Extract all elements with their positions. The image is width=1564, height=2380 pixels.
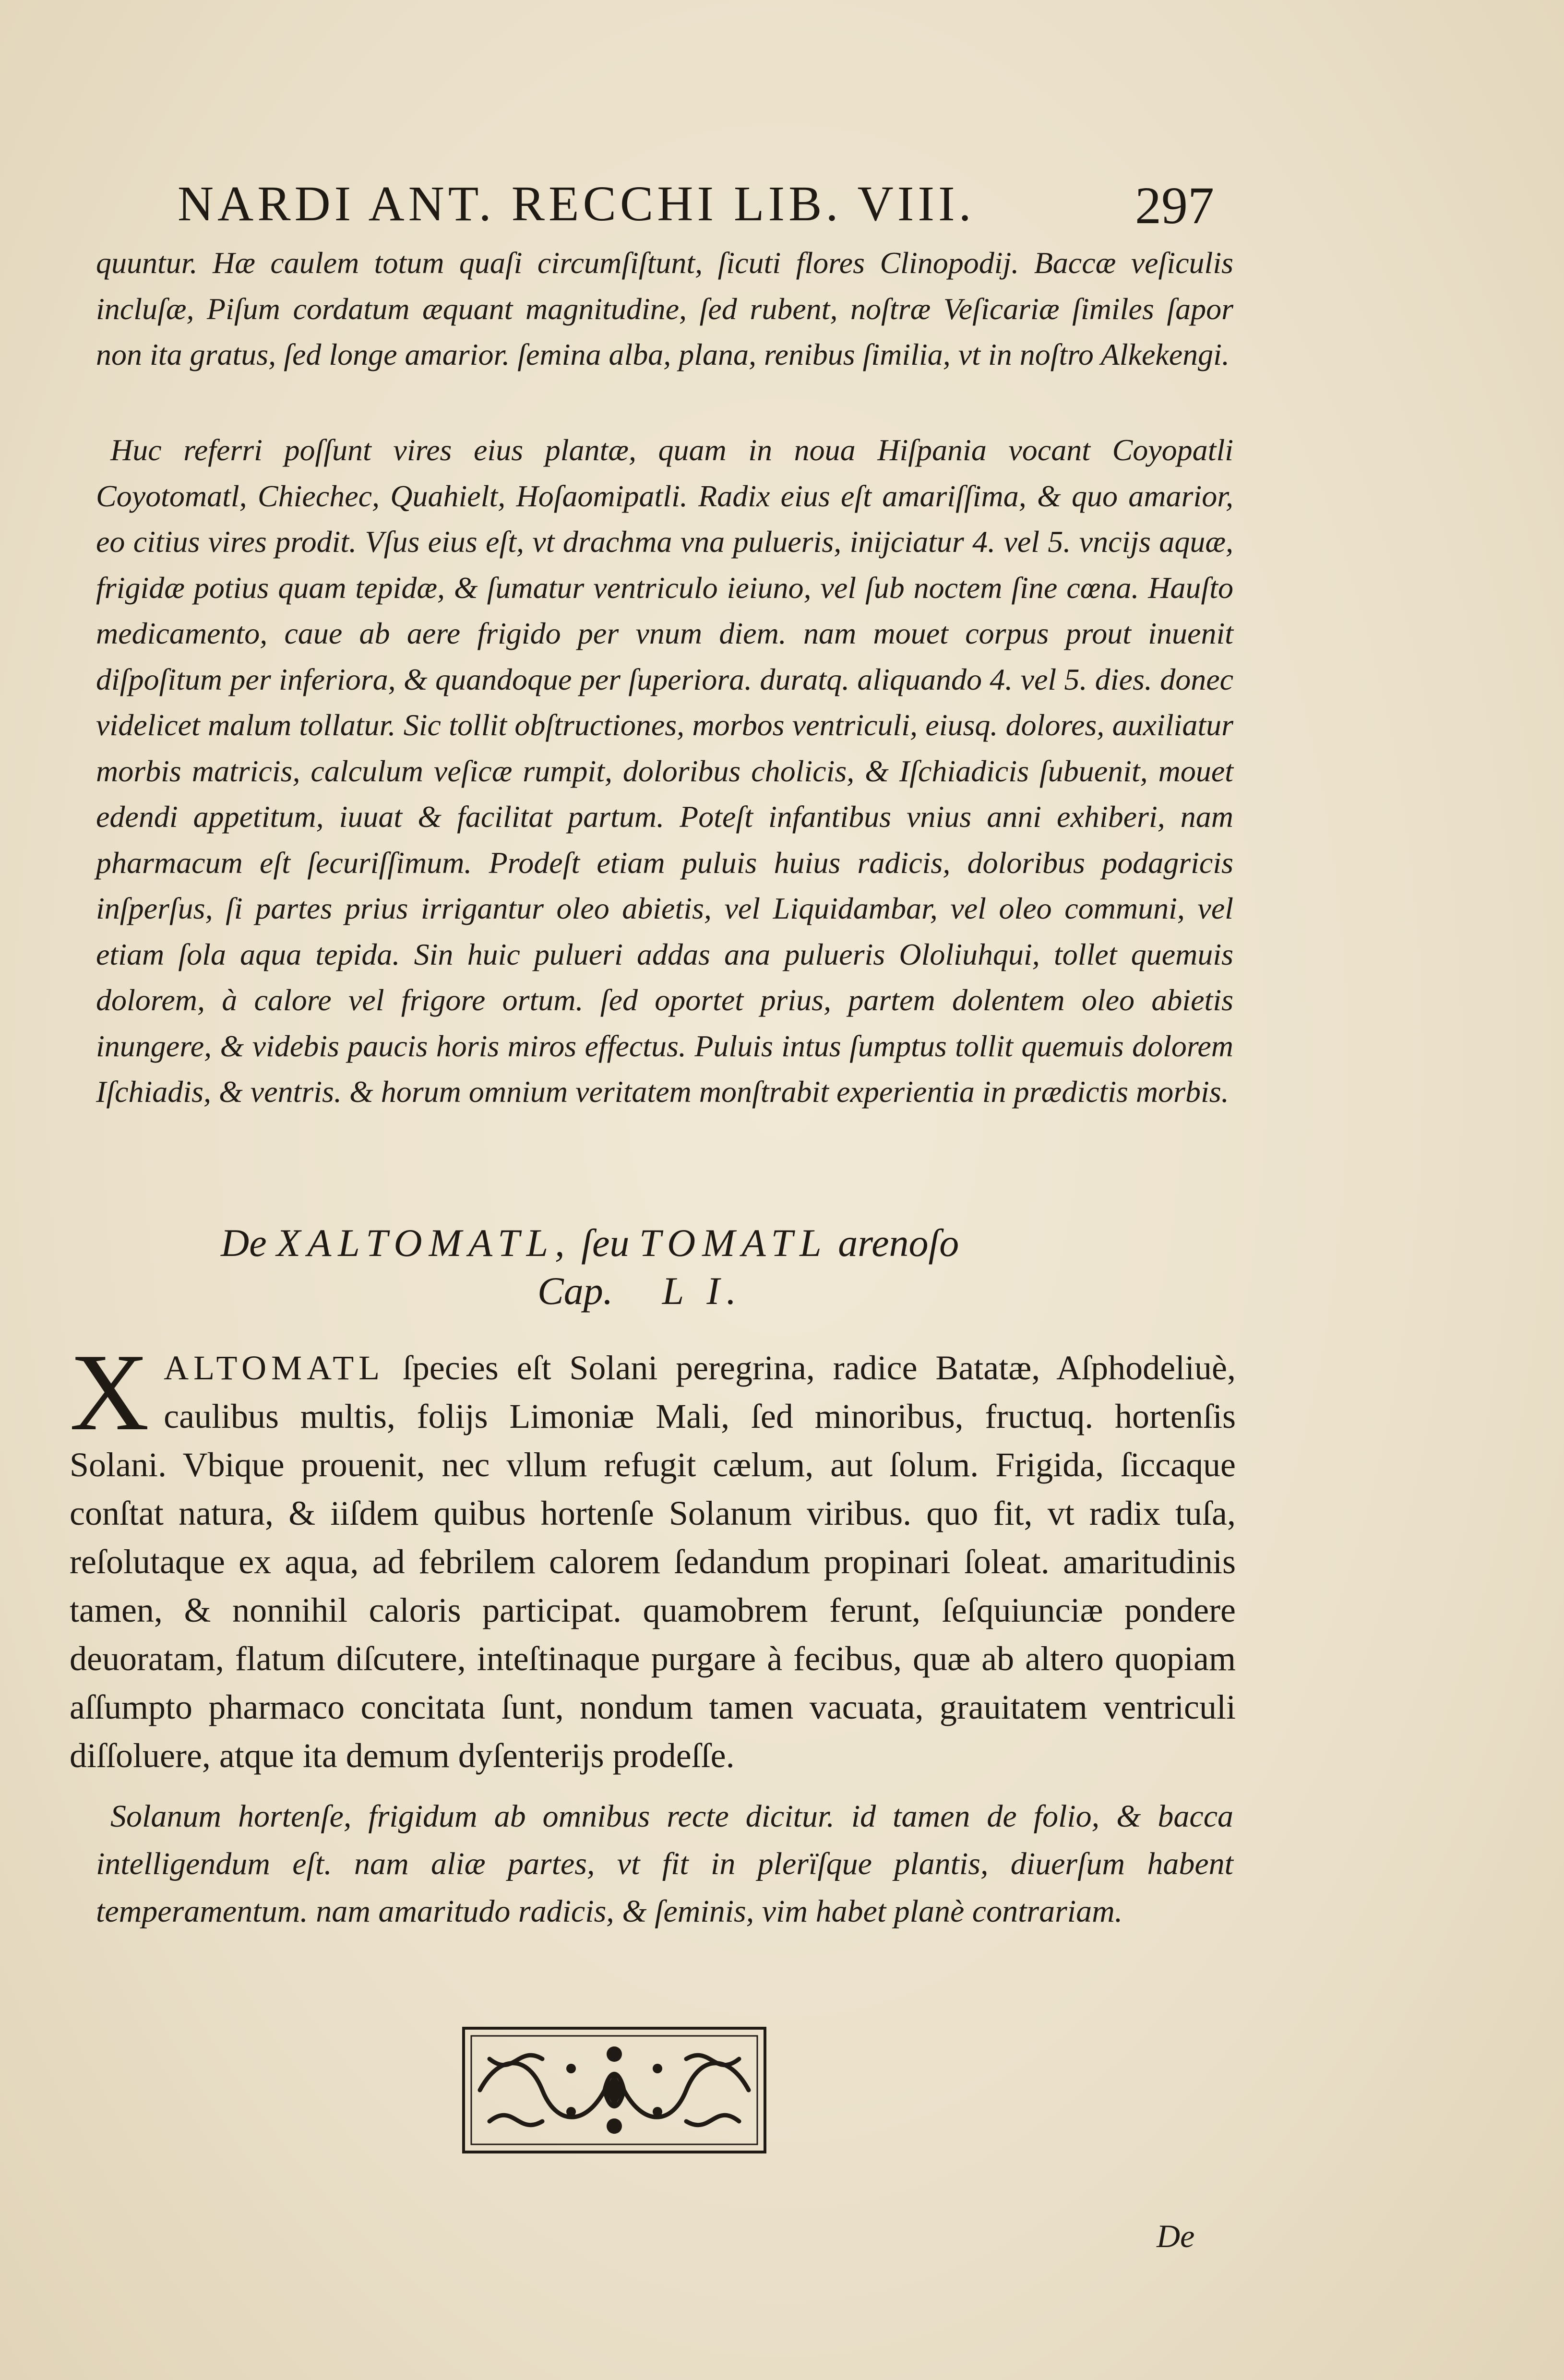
page-header	[178, 170, 1214, 242]
closing-text: Solanum hortenſe, frigidum ab omnibus recte dicitur. id tamen de folio, & bacca intelligendum eſt. nam aliæ partes, vt fit in plerïſque plantis, diuerſum habent temperamentum. nam amaritudo radicis, & ſeminis, vim habet planè contrariam.	[96, 1799, 1233, 1929]
chapter-title-name: XALTOMATL,	[276, 1221, 572, 1265]
page-number: 297	[1135, 176, 1214, 235]
chapter-cap-label: Cap.	[537, 1269, 613, 1313]
chapter-title-prefix: De	[221, 1221, 267, 1265]
drop-cap: X	[70, 1331, 150, 1453]
closing-paragraph	[96, 1793, 1233, 1935]
body-text: ſpecies eſt Solani peregrina, radice Batatæ, Aſphodeliuè, caulibus multis, folijs Limoniæ Mali, ſed minoribus, fructuq. hortenſis Solani. Vbique prouenit, nec vllum refugit cælum, aut ſolum. Frigida, ſiccaque conſtat natura, & iiſdem quibus hortenſe Solanum viribus. quo fit, vt radix tuſa, reſolutaque ex aqua, ad febrilem calorem ſedandum propinari ſoleat. amaritudinis tamen, & nonnihil caloris participat. quamobrem ferunt, ſeſquiunciæ pondere deuoratam, flatum diſcutere, inteſtinaque purgare à fecibus, quæ ab altero quopiam aſſumpto pharmaco concitata ſunt, nondum tamen vacuata, grauitatem ventriculi diſſoluere, atque ita demum dyſenterijs prodeſſe.	[70, 1349, 1236, 1775]
ornament-tailpiece-icon	[461, 2025, 768, 2155]
chapter-title-name2: TOMATL	[639, 1221, 828, 1265]
catchword: De	[1157, 2218, 1195, 2254]
lead-caps: ALTOMATL	[164, 1349, 385, 1387]
chapter-heading	[221, 1219, 1181, 1315]
chapter-title-mid: ſeu	[581, 1221, 630, 1265]
chapter-number-line	[537, 1267, 1181, 1315]
paragraph-continuation	[96, 240, 1233, 378]
running-head: NARDI ANT. RECCHI LIB. VIII.	[178, 176, 975, 231]
paragraph-text: Huc referri poſſunt vires eius plantæ, quam in noua Hiſpania vocant Coyopatli Coyotomatl, Chiechec, Quahielt, Hoſaomipatli. Radix eius eſt amariſſima, & quo amarior, eo citius vires prodit. Vſus eius eſt, vt drachma vna pulueris, inijciatur 4. vel 5. vncijs aquæ, frigidæ potius quam tepidæ, & ſumatur ventriculo ieiuno, vel ſub noctem ſine cœna. Hauſto medicamento, caue ab aere frigido per vnum diem. nam mouet corpus prout inuenit diſpoſitum per inferiora, & quandoque per ſuperiora. duratq. aliquando 4. vel 5. dies. donec videlicet malum tollatur. Sic tollit obſtructiones, morbos ventriculi, eiusq. dolores, auxiliatur morbis matricis, calculum veſicæ rumpit, doloribus cholicis, & Iſchiadicis ſubuenit, mouet edendi appetitum, iuuat & facilitat partum. Poteſt infantibus vnius anni exhiberi, nam pharmacum eſt ſecuriſſimum. Prodeſt etiam puluis huius radicis, doloribus podagricis inſperſus, ſi partes prius irrigantur oleo abietis, vel Liquidambar, vel oleo communi, vel etiam ſola aqua tepida. Sin huic pulueri addas ana pulueris Ololiuhqui, tollet quemuis dolorem, à calore vel frigore ortum. ſed oportet prius, partem dolentem oleo abietis inungere, & videbis paucis horis miros effectus. Puluis intus ſumptus tollit quemuis dolorem Iſchiadis, & ventris. & horum omnium veritatem monſtrabit experientia in prædictis morbis.	[96, 433, 1233, 1109]
chapter-cap-number: L I.	[662, 1269, 743, 1313]
chapter-title-suffix: arenoſo	[838, 1221, 959, 1265]
body-paragraph	[70, 1331, 1236, 1780]
chapter-body	[70, 1331, 1236, 1780]
paragraph-text: quuntur. Hæ caulem totum quaſi circumſiſtunt, ſicuti flores Clinopodij. Baccæ veſiculis incluſæ, Piſum cordatum æquant magnitudine, ſed rubent, noſtræ Veſicariæ ſimiles ſapor non ita gratus, ſed longe amarior. ſemina alba, plana, renibus ſimilia, vt in noſtro Alkekengi.	[96, 246, 1233, 371]
paragraph-vires	[96, 427, 1233, 1115]
